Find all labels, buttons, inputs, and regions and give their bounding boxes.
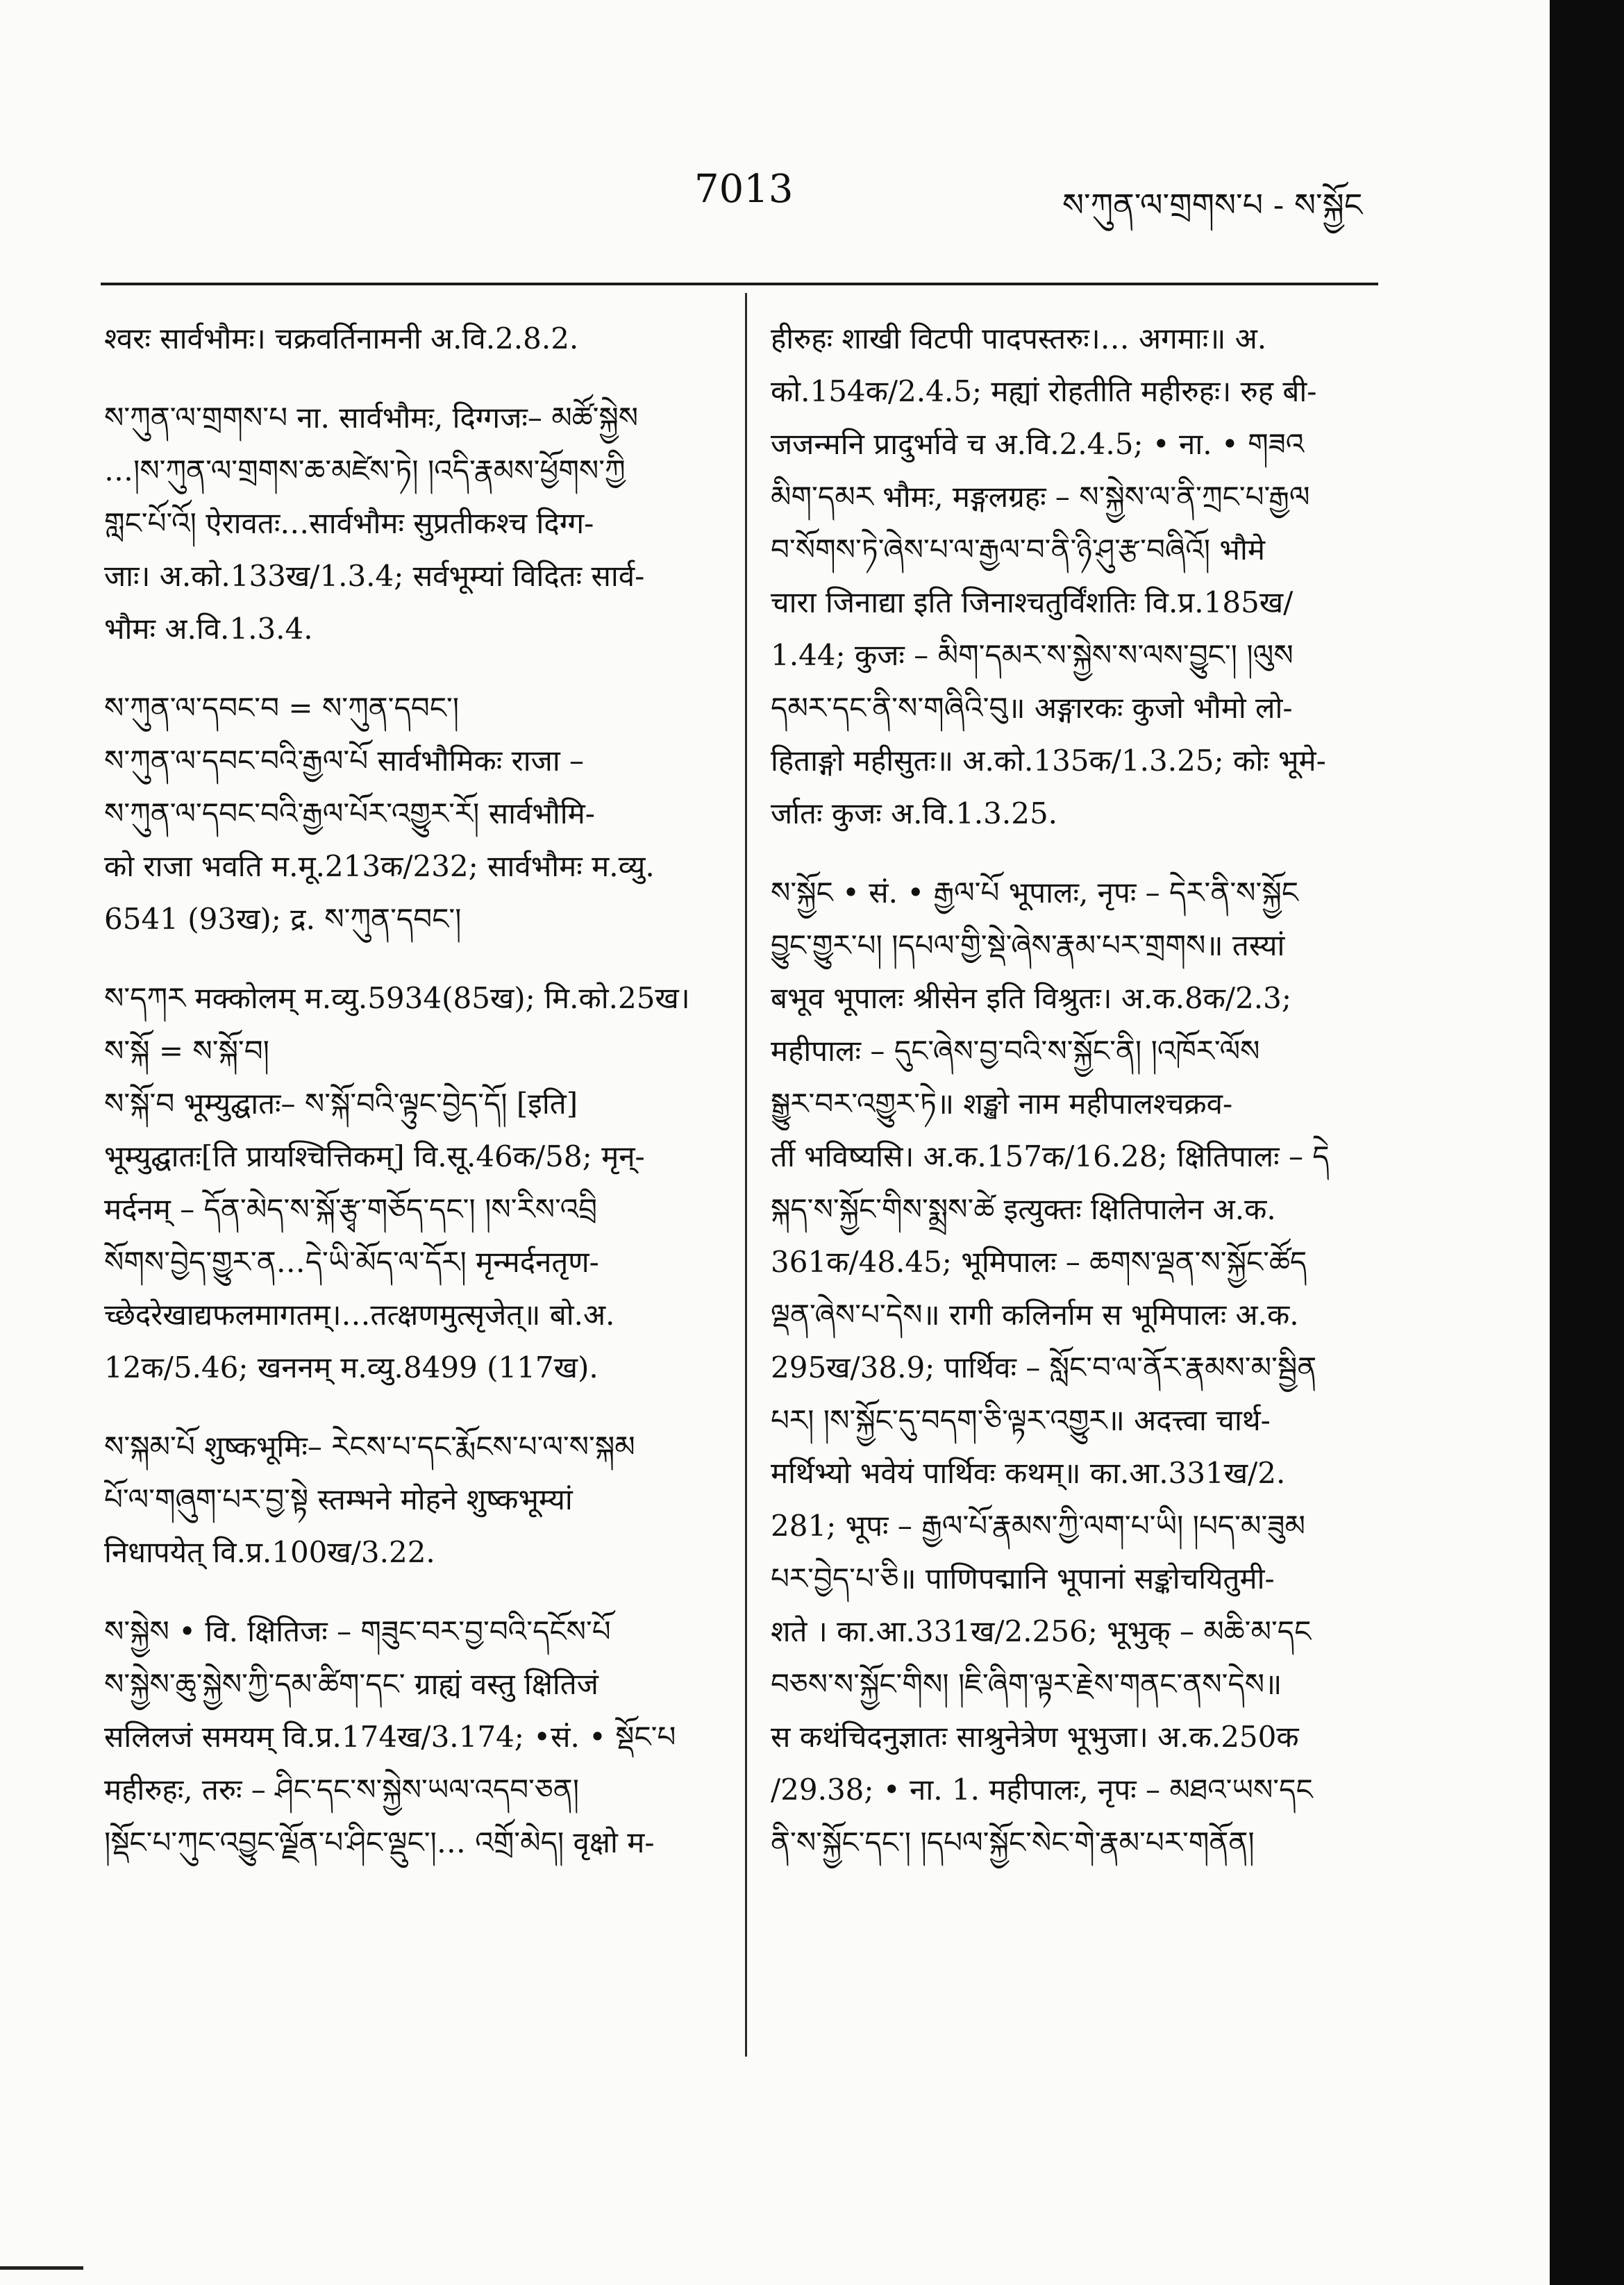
text-line: པོ་ལ་གཞུག་པར་བྱ་སྟེ स्तम्भने मोहने शुष्कभूम्यां — [104, 1482, 573, 1516]
text-line: གླང་པོ་འོ། ऐरावतः…सार्वभौमः सुप्रतीकश्च दिग्ग- — [104, 506, 594, 540]
text-line: निधापयेत् वि.प्र.100ख/3.22. — [104, 1535, 435, 1569]
text-line: བྱུང་གྱུར་པ། །དཔལ་གྱི་སྡེ་ཞེས་རྣམ་པར་གྲགས॥ तस्यां — [771, 928, 1285, 962]
text-line: बभूव भूपालः श्रीसेन इति विश्रुतः। अ.क.8क/2.3; — [771, 981, 1292, 1015]
right-column — [771, 312, 1527, 1869]
text-line: महीपालः – དུང་ཞེས་བྱ་བའི་ས་སྐྱོང་ནི། །འཁོར་ལོས — [771, 1034, 1260, 1068]
text-line: བཅས་ས་སྐྱོང་གིས། །ཇི་ཞིག་ལྟར་རྗེས་གནང་ནས་དེས॥ — [771, 1667, 1282, 1701]
text-line: སྐད་ས་སྐྱོང་གིས་སྨྲས་ཚེ इत्युक्तः क्षितिपालेन अ.क. — [771, 1192, 1276, 1226]
text-line: शते । का.आ.331ख/2.256; भूभुक् – མཆི་མ་དང — [771, 1614, 1312, 1648]
text-line: ནི་ས་སྐྱོང་དང་། །དཔལ་སྐྱོང་སེང་གེ་རྣམ་པར་གནོན། — [771, 1825, 1255, 1859]
page-number: 7013 — [694, 167, 794, 212]
text-line: श्वरः सार्वभौमः। चक्रवर्तिनामनी अ.वि.2.8.2. — [104, 321, 579, 355]
text-line: 361क/48.45; भूमिपालः – ཆགས་ལྡན་ས་སྐྱོང་ཚོད — [771, 1245, 1307, 1279]
text-line: महीरुहः, तरुः – ཤིང་དང་ས་སྐྱེས་ཡལ་འདབ་ཅན། — [104, 1773, 580, 1807]
text-line: ས་ཀུན་ལ་དབང་བ = ས་ཀུན་དབང་། — [104, 691, 460, 725]
text-line: चारा जिनाद्या इति जिनाश्चतुर्विंशतिः वि.प्र.185ख/ — [771, 585, 1294, 619]
text-line: मर्दनम् – དོན་མེད་ས་སྐོ་རྩྭ་གཅོད་དང་། །ས་རིས་འབྲི — [104, 1192, 598, 1226]
text-line: ས་སྐྱེས་ཆུ་སྐྱེས་ཀྱི་དམ་ཚིག་དང་ ग्राह्यं वस्तु क्षितिजं — [104, 1667, 598, 1701]
text-line: པར་བྱེད་པ་ཅི॥ पाणिपद्मानि भूपानां सङ्कोचयितुमी- — [771, 1562, 1275, 1596]
text-line: र्ती भविष्यसि। अ.क.157क/16.28; क्षितिपालः – དེ — [771, 1139, 1330, 1173]
text-line: को.154क/2.4.5; मह्यां रोहतीति महीरुहः। रुह बी- — [771, 374, 1317, 408]
text-line: ས་ཀུན་ལ་དབང་བའི་རྒྱལ་པོར་འགྱུར་རོ། सार्वभौमि- — [104, 796, 595, 830]
text-line: ས་ཀུན་ལ་གྲགས་པ ना. सार्वभौमः, दिग्गजः– མཚོ་སྐྱེས — [104, 401, 639, 435]
text-line: ས་སྐྱོང • सं. • རྒྱལ་པོ भूपालः, नृपः – དེར་ནི་ས་སྐྱོང — [771, 876, 1298, 910]
text-line: /29.38; • ना. 1. महीपालः, नृपः – མཐའ་ཡས་དང — [771, 1773, 1313, 1807]
text-line: 1.44; कुजः – མིག་དམར་ས་སྐྱེས་ས་ལས་བྱུང་། །ལུས — [771, 638, 1294, 672]
text-line: जजन्मनि प्रादुर्भावे च अ.वि.2.4.5; • ना. • གཟའ — [771, 427, 1305, 461]
text-line: པར། །ས་སྐྱོང་དུ་བདག་ཅི་ལྟར་འགྱུར॥ अदत्त्वा चार्थ- — [771, 1403, 1271, 1437]
scan-edge-bar — [1550, 0, 1624, 2285]
text-line: ས་ཀུན་ལ་དབང་བའི་རྒྱལ་པོ सार्वभौमिकः राजा – — [104, 744, 585, 778]
text-line: ལྡན་ཞེས་པ་དེས॥ रागी कलिर्नाम स भूमिपालः अ.क. — [771, 1298, 1299, 1332]
text-line: स कथंचिदनुज्ञातः साश्रुनेत्रेण भूभुजा। अ.क.250क — [771, 1720, 1299, 1754]
entry-gap — [104, 946, 715, 972]
text-line: सलिलजं समयम् वि.प्र.174ख/3.174; •सं. • སྡོང་པ — [104, 1720, 676, 1754]
text-line: ས་དཀར मक्कोलम् म.व्यु.5934(85ख); मि.को.25ख। — [104, 981, 690, 1015]
text-line: जाः। अ.को.133ख/1.3.4; सर्वभूम्यां विदितः सार्व- — [104, 559, 645, 593]
text-line: र्जातः कुजः अ.वि.1.3.25. — [771, 796, 1058, 830]
text-line: བ་སོགས་ཏེ་ཞེས་པ་ལ་རྒྱལ་བ་ནི་ཉི་ཤུ་རྩ་བཞིའོ། भौमे — [771, 533, 1265, 567]
text-line: ས་སྐོ་བ भूम्युद्घातः– ས་སྐོ་བའི་ལྟུང་བྱེད་དོ། [इति] — [104, 1087, 578, 1121]
left-column — [104, 312, 715, 1869]
text-line: को राजा भवति म.मू.213क/232; सार्वभौमः म.व्यु. — [104, 849, 655, 883]
text-line: 6541 (93ख); द्र. ས་ཀུན་དབང་། — [104, 902, 462, 936]
header-rule — [101, 283, 1378, 285]
entry-gap — [104, 1394, 715, 1421]
text-line: च्छेदरेखाद्यफलमागतम्।…तत्क्षणमुत्सृजेत्॥ बो.अ. — [104, 1298, 615, 1332]
text-line: हिताङ्गो महीसुतः॥ अ.को.135क/1.3.25; कोः भूमे- — [771, 744, 1326, 778]
text-line: ས་སྐོ = ས་སྐོ་བ། — [104, 1034, 269, 1068]
running-headwords: ས་ཀུན་ལ་གྲགས་པ - ས་སྐྱོང — [1062, 186, 1363, 224]
entry-gap — [104, 655, 715, 682]
text-line: भूम्युद्घातः[ति प्रायश्चित्तिकम्] वि.सू.46क/58; मृन्- — [104, 1139, 645, 1173]
text-line: 295ख/38.9; पार्थिवः – སློང་བ་ལ་ནོར་རྣམས་མ་སྦྱིན — [771, 1350, 1317, 1384]
text-line: 12क/5.46; खननम् म.व्यु.8499 (117ख). — [104, 1350, 598, 1384]
text-line: དམར་དང་ནི་ས་གཞིའི་བུ॥ अङ्गारकः कुजो भौमो लो- — [771, 691, 1293, 725]
text-line: ས་སྐྱེས • वि. क्षितिजः – གཟུང་བར་བྱ་བའི་དངོས་པོ — [104, 1614, 611, 1648]
entry-gap — [771, 840, 1527, 867]
text-line: भौमः अ.वि.1.3.4. — [104, 612, 313, 646]
text-line: 281; भूपः – རྒྱལ་པོ་རྣམས་ཀྱི་ལག་པ་ཡི། །པད་མ་ཟུམ — [771, 1509, 1305, 1543]
text-line: …།ས་ཀུན་ལ་གྲགས་ཆ་མཛེས་ཏེ། །འདི་རྣམས་ཕྱོགས་ཀྱི — [104, 453, 626, 487]
entry-gap — [104, 1579, 715, 1605]
entry-gap — [104, 365, 715, 392]
text-line: ས་སྐམ་པོ शुष्कभूमिः– རེངས་པ་དང་རྨོངས་པ་ལ་ས་སྐམ — [104, 1430, 635, 1464]
text-line: སོགས་བྱེད་གྱུར་ན…དེ་ཡི་མོད་ལ་དོར། मृन्मर्दनतृण- — [104, 1245, 599, 1279]
text-line: སྒྱུར་བར་འགྱུར་ཏེ॥ शङ्खो नाम महीपालश्चक्रव- — [771, 1087, 1233, 1121]
column-divider — [745, 293, 747, 2057]
text-line: हीरुहः शाखी विटपी पादपस्तरुः।… अगमाः॥ अ. — [771, 321, 1267, 355]
text-line: मर्थिभ्यो भवेयं पार्थिवः कथम्॥ का.आ.331ख/2. — [771, 1456, 1286, 1490]
text-line: མིག་དམར भौमः, मङ्गलग्रहः – ས་སྐྱེས་ལ་ནི་ཀྲང་པ་རྒྱལ — [771, 480, 1310, 514]
scan-mark — [0, 2266, 83, 2270]
text-line: །སྡོང་པ་ཀུང་འབྱུང་ལྗོན་པ་ཤིང་ལྡུང་།… འགྲོ་མེད། वृक्षो म- — [104, 1825, 655, 1859]
